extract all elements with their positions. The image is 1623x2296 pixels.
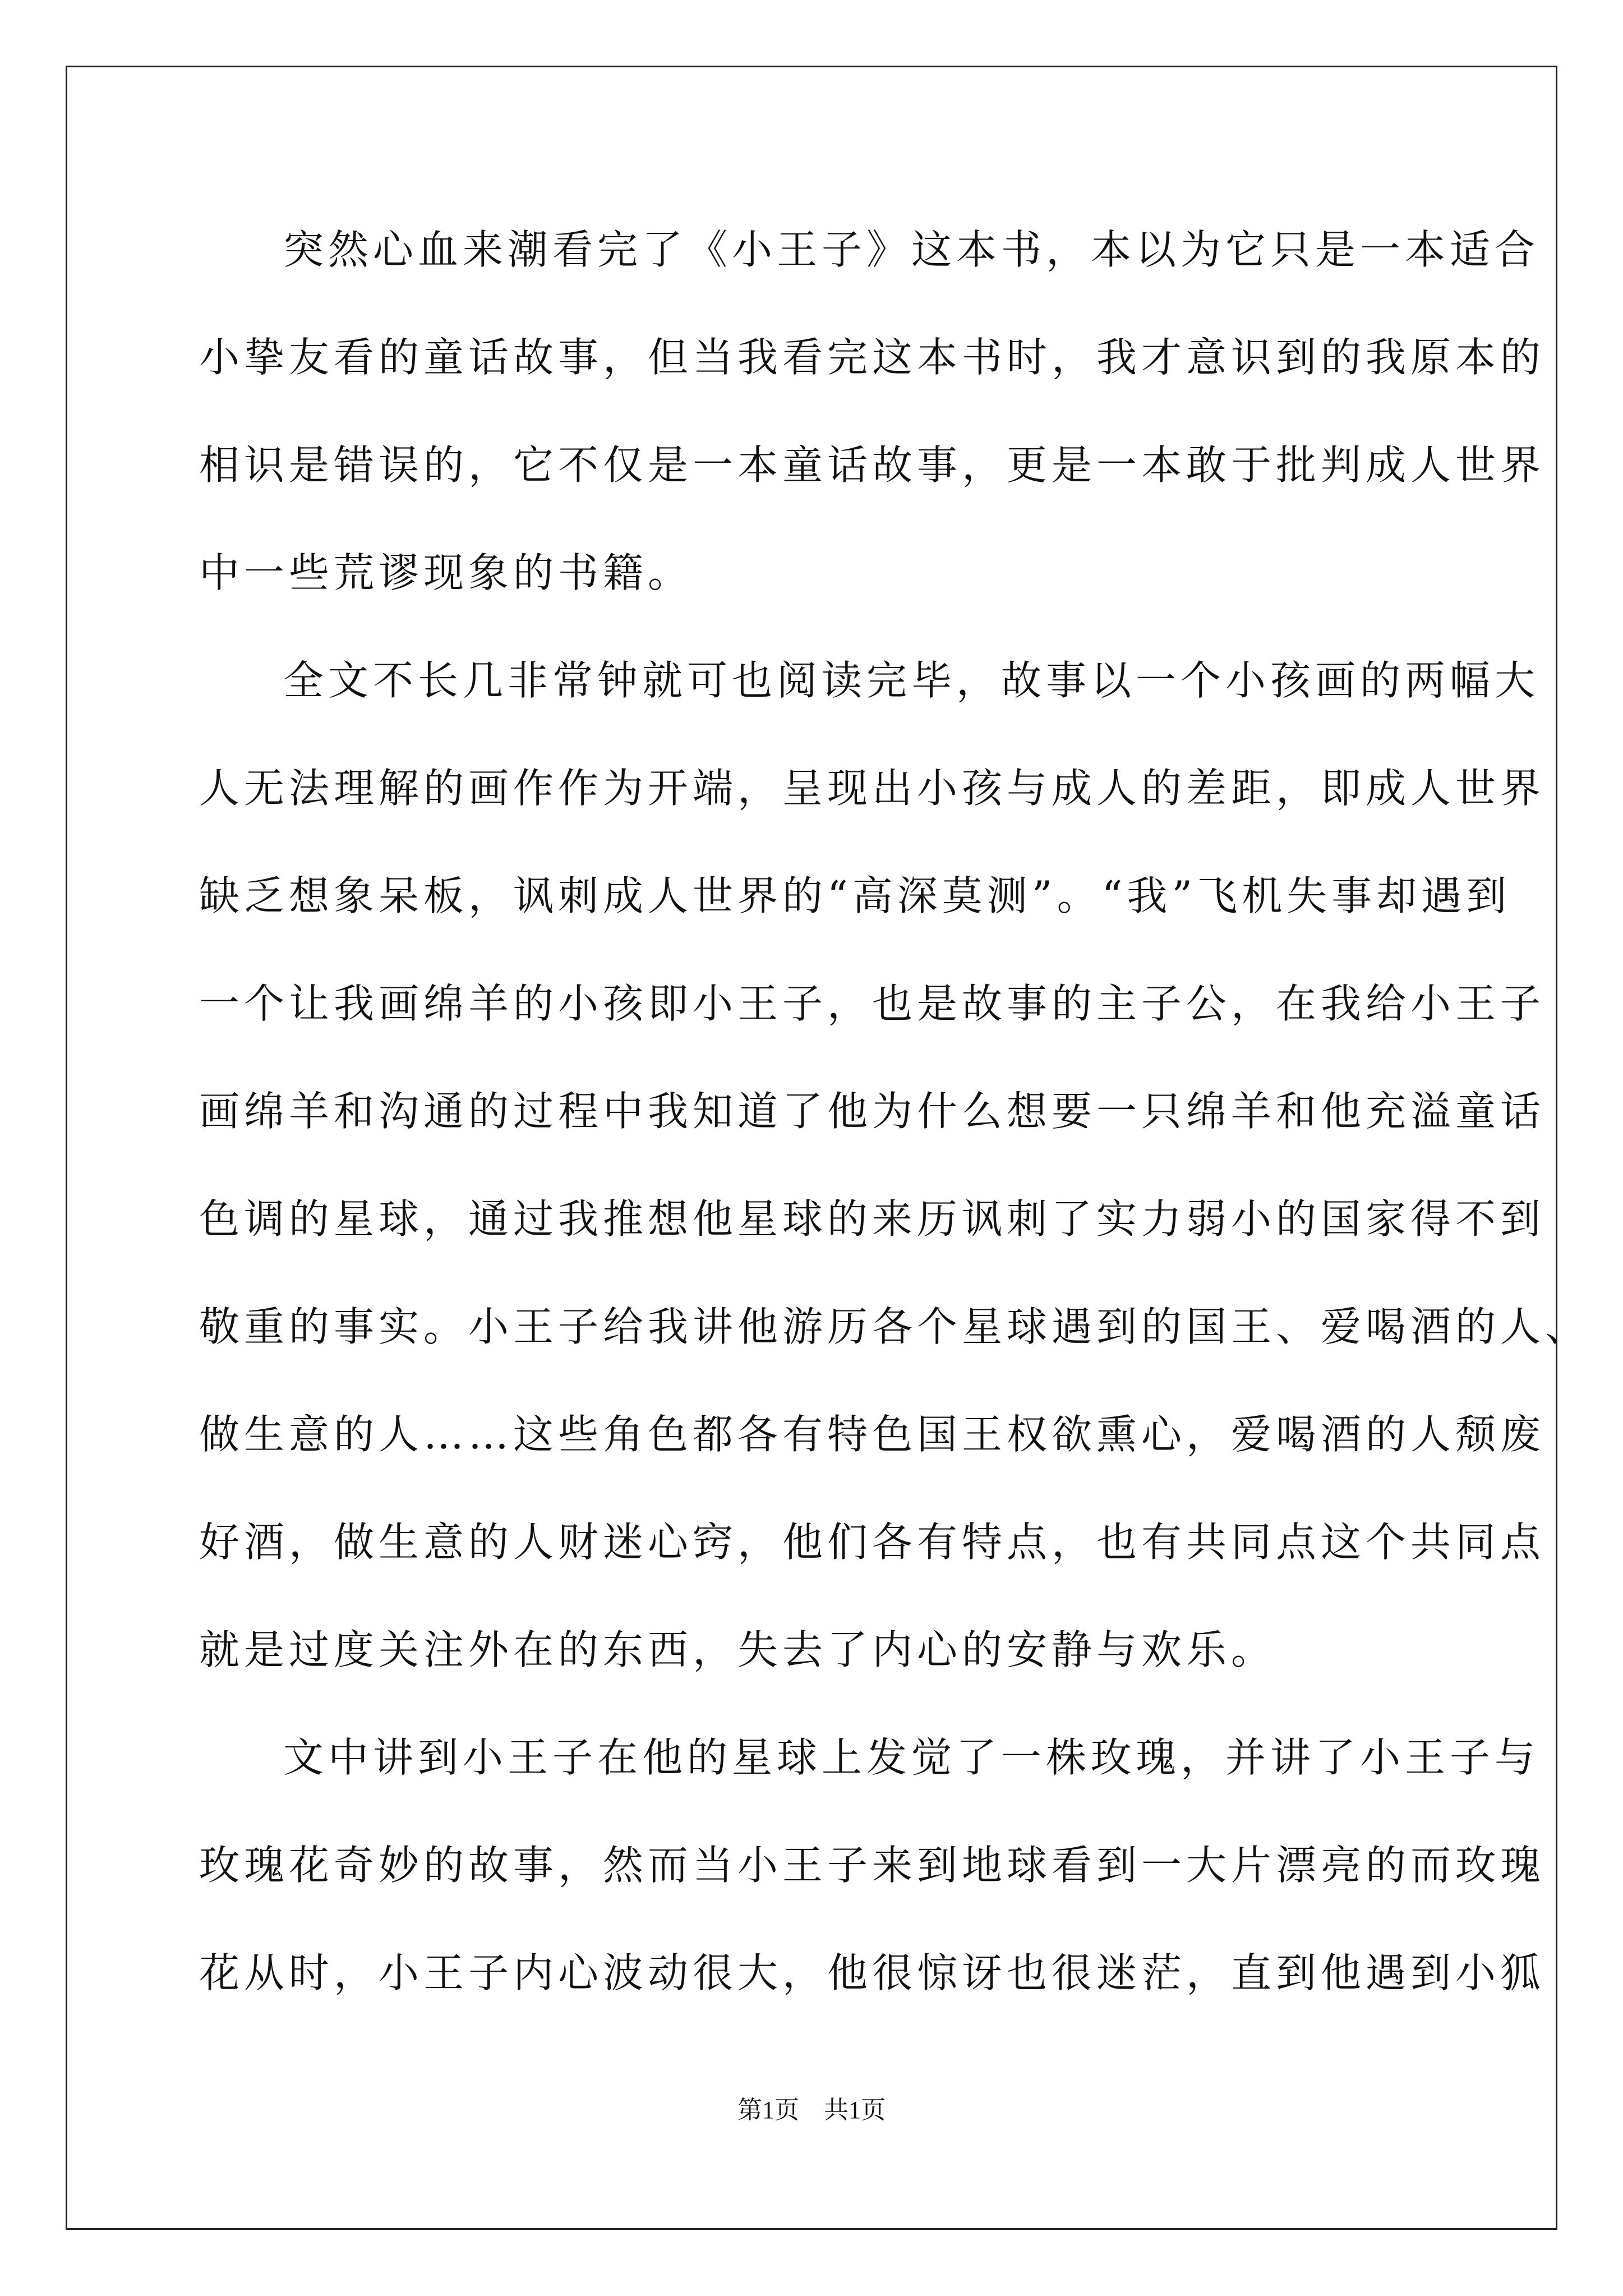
paragraph-2-line-5: 画绵羊和沟通的过程中我知道了他为什么想要一只绵羊和他充溢童话 <box>199 1088 1546 1135</box>
page-number: 第1页 <box>737 2096 799 2124</box>
paragraph-2-line-8: 做生意的人……这些角色都各有特色国王权欲熏心，爱喝酒的人颓废 <box>199 1411 1546 1458</box>
paragraph-2-line-10: 就是过度关注外在的东西，失去了内心的安静与欢乐。 <box>199 1626 1276 1673</box>
page-total: 共1页 <box>824 2096 886 2124</box>
paragraph-2-line-6: 色调的星球，通过我推想他星球的来历讽刺了实力弱小的国家得不到 <box>199 1195 1546 1243</box>
page-footer <box>0 2090 1623 2125</box>
document-body <box>199 216 1590 2047</box>
paragraph-2-line-3: 缺乏想象呆板，讽刺成人世界的“高深莫测”。“我”飞机失事却遇到 <box>199 872 1511 919</box>
paragraph-1-line-1: 突然心血来潮看完了《小王子》这本书，本以为它只是一本适合 <box>283 226 1540 273</box>
paragraph-3-line-3: 花从时，小王子内心波动很大，他很惊讶也很迷茫，直到他遇到小狐 <box>199 1949 1546 1996</box>
paragraph-1-line-4: 中一些荒谬现象的书籍。 <box>199 549 693 596</box>
paragraph-2-line-4: 一个让我画绵羊的小孩即小王子，也是故事的主子公，在我给小王子 <box>199 980 1546 1027</box>
paragraph-2-line-1: 全文不长几非常钟就可也阅读完毕，故事以一个小孩画的两幅大 <box>283 657 1540 704</box>
paragraph-1-line-2: 小挚友看的童话故事，但当我看完这本书时，我才意识到的我原本的 <box>199 334 1546 381</box>
paragraph-2-line-2: 人无法理解的画作作为开端，呈现出小孩与成人的差距，即成人世界 <box>199 765 1546 812</box>
paragraph-3-line-1: 文中讲到小王子在他的星球上发觉了一株玫瑰，并讲了小王子与 <box>283 1734 1540 1781</box>
paragraph-3-line-2: 玫瑰花奇妙的故事，然而当小王子来到地球看到一大片漂亮的而玫瑰 <box>199 1842 1546 1889</box>
paragraph-2-line-7: 敬重的事实。小王子给我讲他游历各个星球遇到的国王、爱喝酒的人、 <box>199 1303 1590 1350</box>
paragraph-2-line-9: 好酒，做生意的人财迷心窍，他们各有特点，也有共同点这个共同点 <box>199 1519 1546 1566</box>
paragraph-1-line-3: 相识是错误的，它不仅是一本童话故事，更是一本敢于批判成人世界 <box>199 441 1546 489</box>
